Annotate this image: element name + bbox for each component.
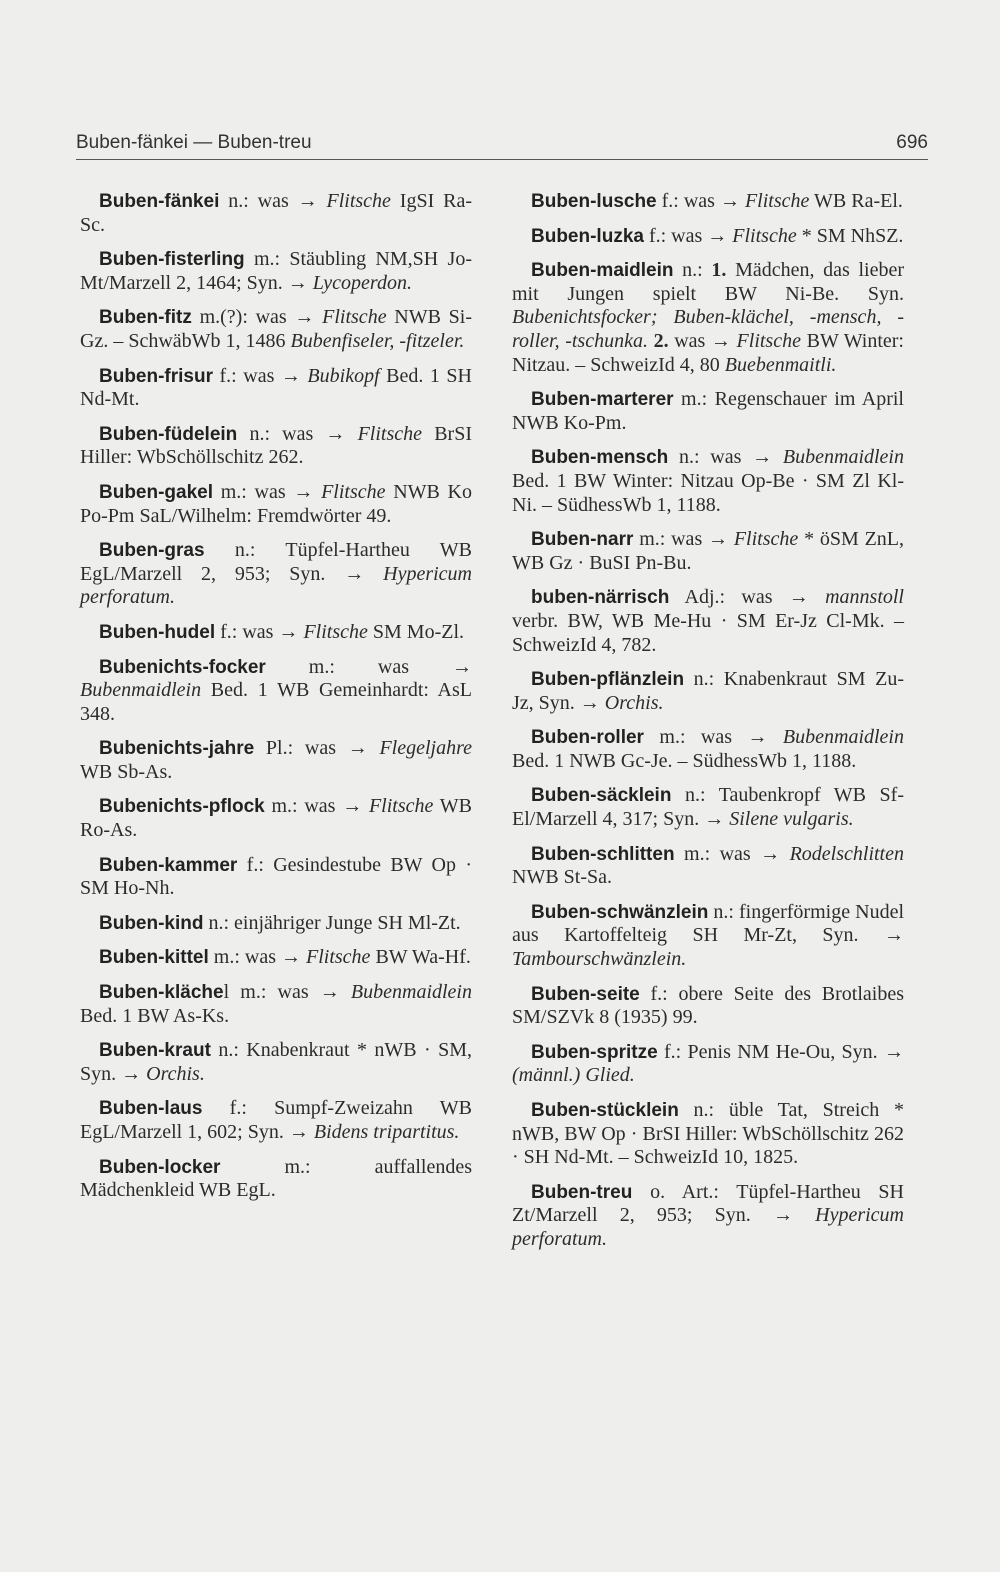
dictionary-entry [80, 795, 472, 842]
italic-text: Bubenmaidlein [350, 981, 472, 1004]
dictionary-entry [512, 388, 904, 435]
headword: Bubenichts-pflock [99, 796, 265, 818]
dictionary-entry [80, 1097, 472, 1144]
dictionary-entry [80, 854, 472, 901]
entry-text: m.: auffallendes Mädchenkleid WB EgL. [80, 1155, 472, 1202]
headword: Buben-kläche [99, 982, 224, 1004]
italic-text: Bubenmaidlein [80, 679, 202, 702]
entry-text: n.: Knabenkraut * nWB · SM, Syn. → [80, 1039, 472, 1085]
page-number: 696 [896, 132, 928, 153]
entry-text: n.: Taubenkropf WB Sf-El/Marzell 4, 317; Syn. → [512, 784, 904, 831]
entry-text: m.(?): was → [191, 306, 323, 329]
headword: Buben-kind [99, 912, 204, 934]
entry-text: n.: was → [237, 422, 358, 445]
entry-text: Pl.: was → [254, 737, 380, 760]
entry-text: n.: einjähriger Junge SH Ml-Zt. [203, 911, 461, 934]
dictionary-entry [80, 248, 472, 295]
entry-text: f.: Sumpf-Zweizahn WB EgL/Marzell 1, 602; Syn. → [80, 1097, 472, 1143]
dictionary-entry [512, 190, 904, 214]
italic-text: Hypericum perforatum. [512, 1204, 904, 1250]
italic-text: Flitsche [357, 422, 423, 445]
dictionary-entry [80, 1039, 472, 1086]
dictionary-entry [80, 621, 472, 645]
entry-text: NWB St-Sa. [512, 866, 612, 889]
dictionary-entry [512, 983, 904, 1030]
headword: Buben-gras [99, 540, 205, 562]
headword: Buben-maidlein [531, 260, 674, 282]
entry-text: IgSI Ra-Sc. [80, 190, 472, 236]
headword: Buben-marterer [531, 389, 674, 411]
entry-text: Bed. 1 SH Nd-Mt. [80, 364, 472, 411]
dictionary-entry [80, 306, 472, 353]
italic-text: Flitsche [736, 329, 801, 352]
dictionary-entry [80, 737, 472, 784]
running-head-title: Buben-fänkei — Buben-treu [76, 132, 312, 153]
dictionary-entry [80, 1156, 472, 1203]
dictionary-entry [80, 981, 472, 1028]
headword: Buben-luzka [531, 225, 644, 247]
entry-text: m.: Stäubling NM,SH Jo-Mt/Marzell 2, 1464; Syn. → [80, 248, 472, 294]
entry-text: f.: was → [656, 190, 745, 212]
headword: Buben-schlitten [531, 843, 675, 865]
bold-number: 1. [711, 259, 727, 282]
entry-text: m.: was → [264, 795, 369, 818]
headword: Buben-kraut [99, 1040, 211, 1062]
dictionary-entry [80, 423, 472, 470]
entry-text: o. Art.: Tüpfel-Hartheu SH Zt/Marzell 2, 953; Syn. → [512, 1180, 904, 1227]
italic-text: Flitsche [733, 528, 799, 551]
entry-text: m.: Regenschauer im April NWB Ko-Pm. [512, 388, 904, 434]
dictionary-entry [512, 259, 904, 377]
dictionary-entry [512, 726, 904, 773]
dictionary-entry [80, 365, 472, 412]
headword: Buben-locker [99, 1156, 221, 1178]
entry-text: NWB Ko Po-Pm SaL/Wilhelm: Fremdwörter 49. [80, 480, 473, 527]
entry-text: BW Winter: Nitzau. – SchweizId 4, 80 [512, 329, 904, 376]
entry-text: m.: was → [265, 655, 472, 678]
headword: Buben-hudel [99, 621, 216, 643]
italic-text: Lycoperdon. [312, 271, 412, 294]
headword: Buben-spritze [531, 1041, 658, 1063]
dictionary-entry [512, 843, 904, 890]
dictionary-entry [512, 1181, 904, 1252]
italic-text: mannstoll [825, 586, 904, 609]
italic-text: Buebenmaitli. [724, 353, 837, 376]
headword: Buben-frisur [99, 365, 213, 387]
italic-text: Flitsche [306, 946, 371, 969]
entry-text: n.: Knabenkraut SM Zu-Jz, Syn. → [512, 668, 904, 714]
italic-text: Orchis. [604, 691, 664, 714]
italic-text: Silene vulgaris. [729, 808, 854, 831]
dictionary-entry [512, 784, 904, 831]
italic-text: Orchis. [146, 1062, 205, 1085]
entry-text: WB Sb-As. [80, 760, 173, 783]
entry-text: Adj.: was → [669, 586, 826, 609]
entry-text: m.: was → [633, 528, 734, 551]
dictionary-entry [512, 668, 904, 715]
entry-text: Bed. 1 BW As-Ks. [80, 1004, 230, 1027]
entry-text: Mädchen, das lieber mit Jungen spielt BW Ni-Be. Syn. [512, 259, 904, 305]
entry-text: f.: obere Seite des Brotlaibes SM/SZVk 8 (1935) 99. [512, 982, 904, 1029]
dictionary-entry [512, 446, 904, 517]
headword: Buben-säcklein [531, 785, 672, 807]
entry-text: verbr. BW, WB Me-Hu · SM Er-Jz Cl-Mk. – SchweizId 4, 782. [512, 609, 904, 656]
entry-text: m.: was → [208, 946, 306, 969]
entry-text: n.: üble Tat, Streich * nWB, BW Op · BrSI Hiller: WbSchöllschitz 262 · SH Nd-Mt. – SchweizId 10, 1825. [512, 1099, 904, 1169]
headword: Buben-schwänzlein [531, 901, 709, 923]
entry-text: f.: was → [213, 364, 308, 387]
dictionary-entry [512, 225, 904, 249]
headword: Buben-kammer [99, 854, 238, 876]
italic-text: Flitsche [368, 795, 434, 818]
headword: Buben-seite [531, 983, 640, 1005]
italic-text: Flitsche [322, 306, 387, 329]
entry-text: Bed. 1 BW Winter: Nitzau Op-Be · SM Zl Kl-Ni. – SüdhessWb 1, 1188. [512, 469, 904, 516]
entry-text: n.: was → [219, 190, 327, 212]
italic-text: Hypericum perforatum. [80, 562, 472, 609]
headword: Buben-füdelein [99, 423, 238, 445]
entry-text: SM Mo-Zl. [367, 620, 464, 643]
headword: buben-närrisch [531, 587, 670, 609]
headword: Buben-kittel [99, 947, 209, 969]
headword: Buben-pflänzlein [531, 669, 685, 691]
headword: Buben-laus [99, 1098, 203, 1120]
left-column [80, 190, 472, 1214]
entry-text: WB Ra-El. [809, 190, 903, 212]
bold-number: 2. [653, 329, 669, 352]
dictionary-entry [80, 912, 472, 936]
italic-text: Flitsche [744, 190, 810, 212]
entry-text: NWB Si-Gz. – SchwäbWb 1, 1486 [80, 306, 472, 352]
italic-text: Flitsche [732, 224, 797, 247]
italic-text: Bubenmaidlein [782, 726, 904, 749]
dictionary-entry [80, 539, 472, 610]
entry-text: m.: was → [213, 480, 322, 503]
italic-text: Bubenfiseler, -fitzeler. [290, 329, 465, 352]
dictionary-entry [512, 586, 904, 657]
italic-text: (männl.) Glied. [512, 1064, 635, 1087]
headword: Buben-stücklein [531, 1100, 679, 1121]
headword: Buben-treu [531, 1181, 633, 1203]
italic-text: Flitsche [326, 190, 391, 212]
entry-text: was → [668, 329, 737, 352]
dictionary-entry [80, 190, 472, 237]
entry-text: m.: was → [674, 842, 790, 865]
headword: Buben-mensch [531, 447, 669, 469]
headword: Buben-fänkei [99, 191, 220, 212]
entry-text: f.: was → [643, 224, 733, 247]
dictionary-entry [512, 901, 904, 972]
headword: Buben-narr [531, 529, 634, 551]
right-column [512, 190, 904, 1263]
header-rule [76, 159, 928, 160]
dictionary-entry [80, 946, 472, 970]
italic-text: Flitsche [303, 620, 368, 643]
italic-text: Bubenichtsfocker; Buben-klächel, -mensch, -roller, -tschunka. [512, 306, 904, 352]
headword: Buben-gakel [99, 481, 214, 503]
entry-text: n.: [673, 259, 712, 282]
headword: Bubenichts-focker [99, 656, 266, 678]
headword: Bubenichts-jahre [99, 738, 255, 760]
entry-text: l m.: was → [223, 981, 351, 1004]
entry-text: * öSM ZnL, WB Gz · BuSI Pn-Bu. [512, 528, 905, 574]
italic-text: Bidens tripartitus. [313, 1121, 460, 1143]
dictionary-entry [512, 1099, 904, 1170]
entry-text: f.: Penis NM He-Ou, Syn. → [657, 1040, 904, 1063]
italic-text: Bubikopf [307, 364, 380, 387]
dictionary-entry [512, 528, 904, 575]
headword: Buben-fitz [99, 307, 192, 329]
entry-text: Bed. 1 NWB Gc-Je. – SüdhessWb 1, 1188. [512, 749, 857, 772]
italic-text: Rodelschlitten [789, 842, 904, 865]
dictionary-entry [512, 1041, 904, 1088]
entry-text: BW Wa-Hf. [370, 946, 471, 969]
italic-text: Flitsche [321, 480, 386, 503]
entry-text: n.: was → [668, 446, 783, 469]
entry-text: Bed. 1 WB Gemeinhardt: AsL 348. [80, 679, 472, 725]
running-header [76, 132, 928, 154]
headword: Buben-roller [531, 727, 644, 749]
headword: Buben-fisterling [99, 249, 245, 271]
entry-text: n.: fingerförmige Nudel aus Kartoffelteig SH Mr-Zt, Syn. → [512, 900, 904, 947]
italic-text: Tambourschwänzlein. [512, 948, 687, 971]
dictionary-entry [80, 656, 472, 727]
entry-text: BrSI Hiller: WbSchöllschitz 262. [80, 422, 472, 469]
dictionary-entry [80, 481, 472, 528]
entry-text: m.: was → [643, 726, 783, 749]
italic-text: Bubenmaidlein [782, 446, 904, 469]
entry-text: WB Ro-As. [80, 795, 472, 842]
entry-text: f.: Gesindestube BW Op · SM Ho-Nh. [80, 853, 472, 900]
entry-text: f.: was → [215, 620, 304, 643]
headword: Buben-lusche [531, 191, 657, 212]
entry-text: * SM NhSZ. [796, 224, 904, 247]
italic-text: Flegeljahre [379, 737, 472, 760]
entry-text: n.: Tüpfel-Hartheu WB EgL/Marzell 2, 953; Syn. → [80, 539, 472, 585]
